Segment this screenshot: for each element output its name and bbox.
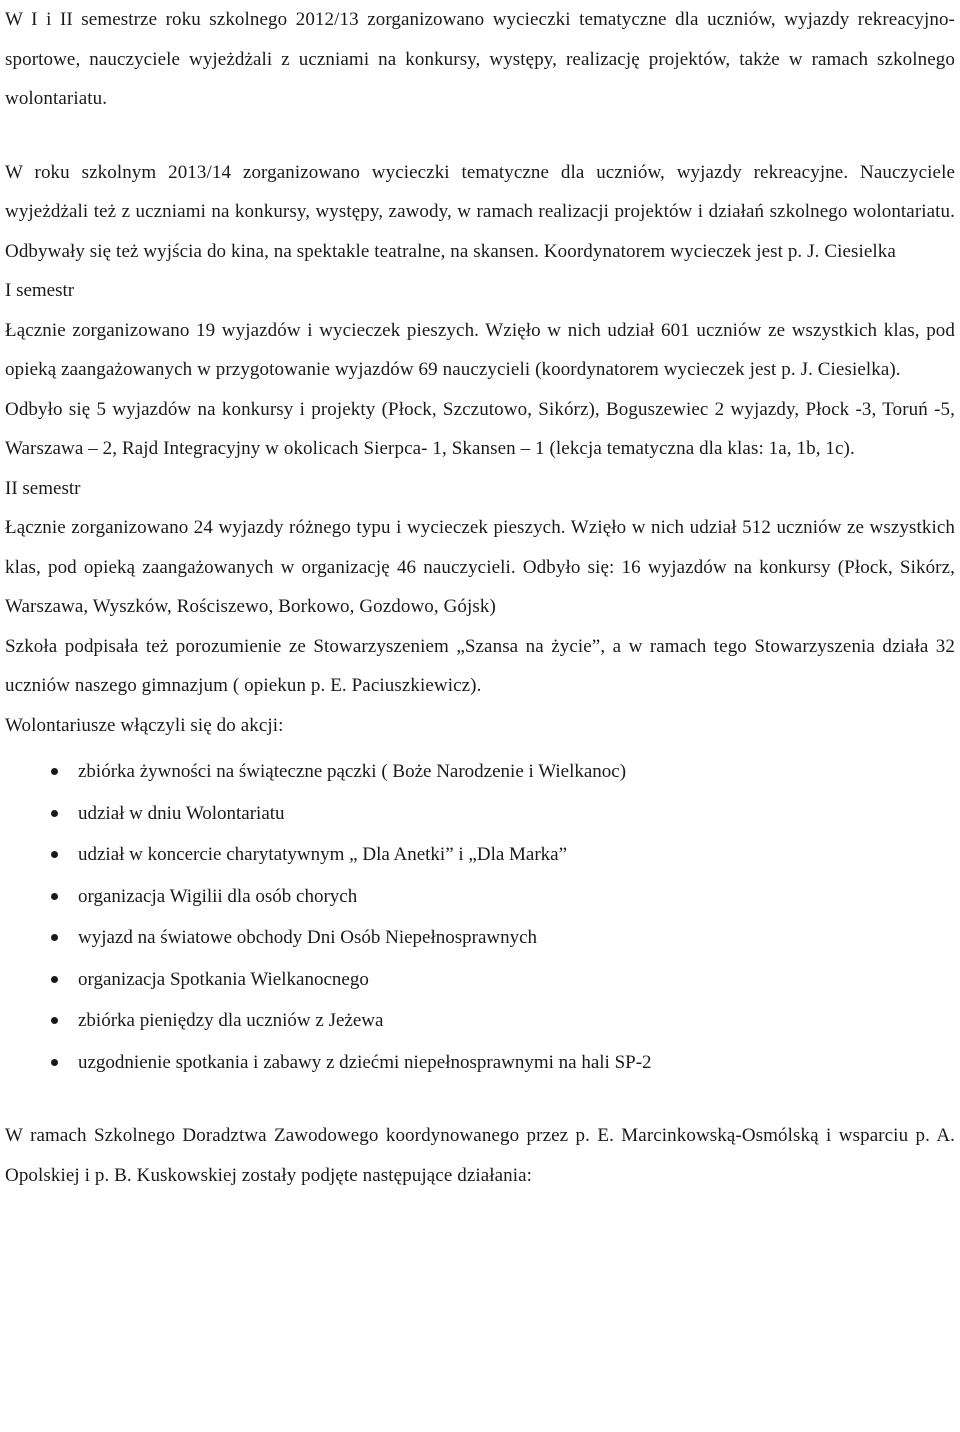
document-page	[5, 0, 955, 1195]
bullet-icon	[51, 1059, 58, 1066]
list-item	[5, 834, 955, 876]
list-item	[5, 876, 955, 918]
bullet-icon	[51, 851, 58, 858]
list-item	[5, 793, 955, 835]
bullet-icon	[51, 810, 58, 817]
list-item-text: uzgodnienie spotkania i zabawy z dziećmi niepełnosprawnymi na hali SP-2	[78, 1051, 652, 1073]
bullet-icon	[51, 934, 58, 941]
list-item	[5, 1000, 955, 1042]
bullet-icon	[51, 1017, 58, 1024]
intro-paragraph-2012: W I i II semestrze roku szkolnego 2012/13 zorganizowano wycieczki tematyczne dla uczniów, wyjazdy rekreacyjno- sportowe, nauczyciele wyjeżdżali z uczniami na konkursy, występy, realizację projektów, także w ramach szkolnego wolontariatu.	[5, 9, 955, 109]
list-item	[5, 751, 955, 793]
intro-paragraph-2013: W roku szkolnym 2013/14 zorganizowano wycieczki tematyczne dla uczniów, wyjazdy rekreacyjne. Nauczyciele wyjeżdżali też z uczniami na konkursy, występy, zawody, w ramach realizacji projektów i działań szkolnego wolontariatu. Odbywały się też wyjścia do kina, na spektakle teatralne, na skansen. Koordynatorem wycieczek jest p. J. Ciesielka	[5, 161, 955, 262]
list-item-text: udział w koncercie charytatywnym „ Dla Anetki” i „Dla Marka”	[78, 844, 568, 865]
volunteer-actions-list	[5, 751, 955, 1083]
list-item-text: udział w dniu Wolontariatu	[78, 802, 285, 824]
list-item	[5, 959, 955, 1001]
list-item-text: organizacja Spotkania Wielkanocnego	[78, 968, 369, 990]
semester-2-heading: II semestr	[5, 477, 81, 499]
list-item-text: zbiórka żywności na świąteczne pączki ( Boże Narodzenie i Wielkanoc)	[78, 761, 627, 782]
volunteers-intro: Wolontariusze włączyli się do akcji:	[5, 714, 284, 736]
semester-2-agreement: Szkoła podpisała też porozumienie ze Stowarzyszeniem „Szansa na życie”, a w ramach tego Stowarzyszenia działa 32 uczniów naszego gimnazjum ( opiekun p. E. Paciuszkiewicz).	[5, 635, 955, 696]
bullet-icon	[51, 768, 58, 775]
semester-1-trips: Odbyło się 5 wyjazdów na konkursy i projekty (Płock, Szczutowo, Sikórz), Boguszewiec 2 wyjazdy, Płock -3, Toruń -5, Warszawa – 2, Rajd Integracyjny w okolicach Sierpca- 1, Skansen – 1 (lekcja tematyczna dla klas: 1a, 1b, 1c).	[5, 398, 955, 459]
list-item	[5, 917, 955, 959]
bullet-icon	[51, 976, 58, 983]
semester-1-heading: I semestr	[5, 280, 75, 301]
semester-2-summary: Łącznie zorganizowano 24 wyjazdy różnego typu i wycieczek pieszych. Wzięło w nich udział 512 uczniów ze wszystkich klas, pod opieką zaangażowanych w organizację 46 nauczycieli. Odbyło się: 16 wyjazdów na konkursy (Płock, Sikórz, Warszawa, Wyszków, Rościszewo, Borkowo, Gozdowo, Gójsk)	[5, 517, 955, 617]
list-item-text: zbiórka pieniędzy dla uczniów z Jeżewa	[78, 1010, 384, 1031]
semester-1-summary: Łącznie zorganizowano 19 wyjazdów i wycieczek pieszych. Wzięło w nich udział 601 uczniów ze wszystkich klas, pod opieką zaangażowanych w przygotowanie wyjazdów 69 nauczycieli (koordynatorem wycieczek jest p. J. Ciesielka).	[5, 319, 955, 380]
bullet-icon	[51, 893, 58, 900]
career-counseling-paragraph: W ramach Szkolnego Doradztwa Zawodowego koordynowanego przez p. E. Marcinkowską-Osmólską i wsparciu p. A. Opolskiej i p. B. Kuskowskiej zostały podjęte następujące działania:	[5, 1125, 955, 1186]
list-item-text: organizacja Wigilii dla osób chorych	[78, 885, 358, 907]
list-item-text: wyjazd na światowe obchody Dni Osób Niepełnosprawnych	[78, 927, 538, 948]
list-item	[5, 1042, 955, 1084]
